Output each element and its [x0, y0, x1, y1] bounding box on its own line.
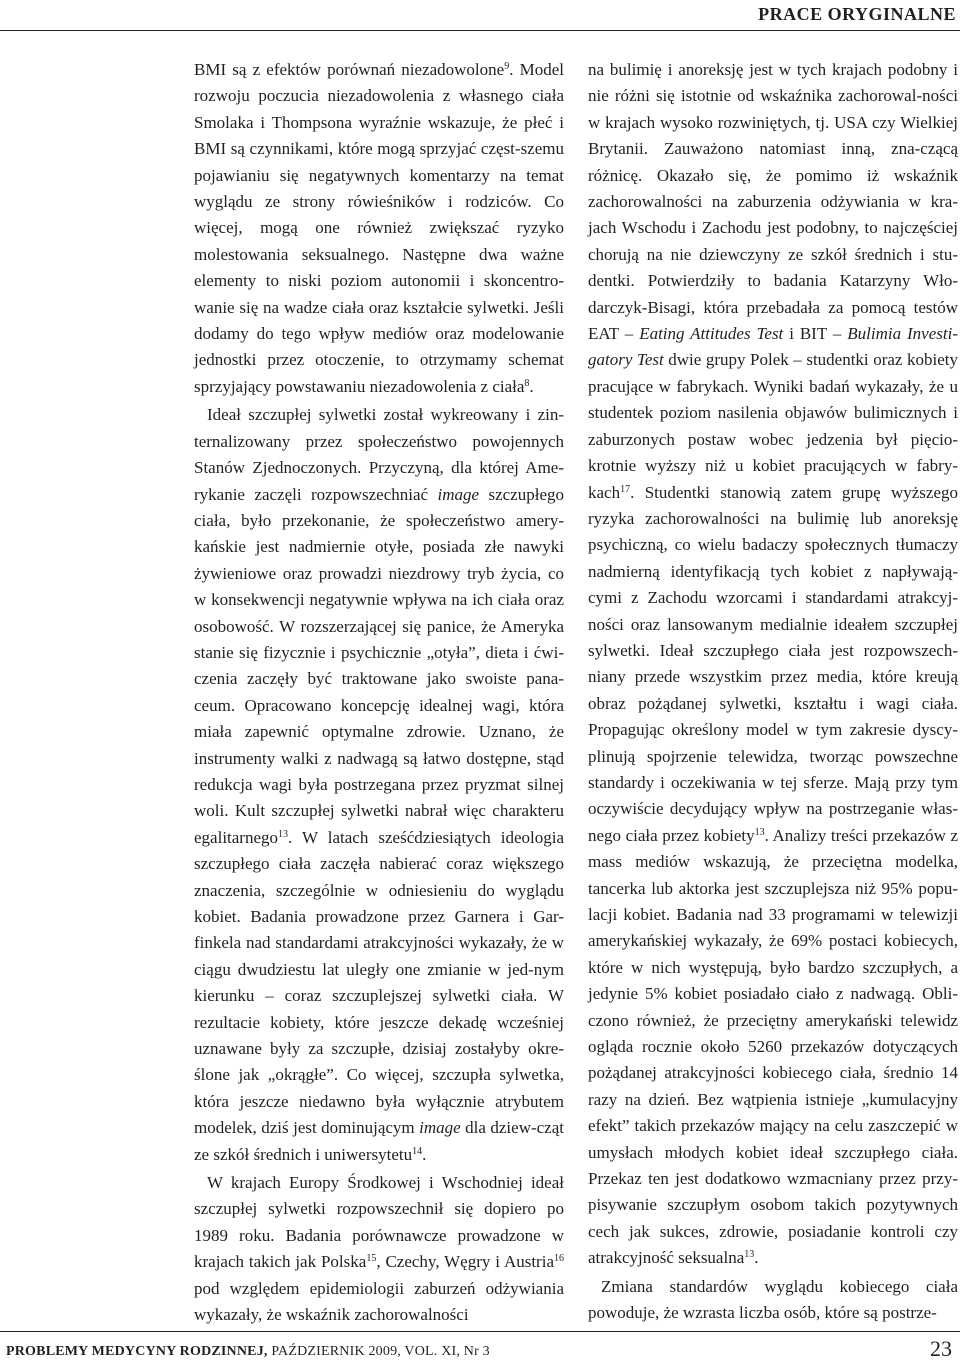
body-paragraph: Zmiana standardów wyglądu kobiecego ciała powoduje, że wzrasta liczba osób, które są postrze-	[588, 1276, 958, 1323]
footnote-ref: 16	[554, 1253, 564, 1265]
body-paragraph: na bulimię i anoreksję jest w tych krajach podobny i nie różni się istotnie od wskaźnika zachorowal-ności w krajach wysoko rozwiniętych, tj. USA czy Wielkiej Brytanii. Zauważono natomiast inną, zna-czącą różnicę. Okazało się, że pomimo iż wskaźnik zachorowalności na zaburzenia odżywiania w kra-jach Wschodu i Zachodu jest podobny, to najczęściej chorują na nie dziewczyny ze szkół średnich i stu-dentki. Potwierdziły to badania Katarzyny Wło-darczyk-Bisagi, która przebadała za pomocą testów EAT – Eating Attitudes Test i BIT – Bulimia Investi-gatory Test dwie grupy Polek – studentki oraz kobiety pracujące w fabrykach. Wyniki badań wykazały, że u studentek poziom nasilenia objawów bulimicznych i zaburzonych postaw wobec jedzenia był pięcio-krotnie wyższy niż u kobiet pracujących w fabry-kach$^{17}$. Studentki stanowią zatem grupę wyższego ryzyka zachorowalności na bulimię lub anoreksję psychiczną, co wielu badaczy społecznych tłumaczy nadmierną identyfikacją tych kobiet z napływają-cymi z Zachodu wzorcami i standardami atrakcyj-ności oraz lansowanym medialnie ideałem szczupłej sylwetki. Ideał szczupłego ciała jest rozpowszech-niany przede wszystkim przez media, które kreują obraz pożądanej sylwetki, kształtu i wagi ciała. Propagując określony model w tym zakresie dyscy-plinują spojrzenie telewidza, tworząc powszechne standardy i oczekiwania w tej sferze. Mają przy tym oczywiście decydujący wpływ na postrzeganie włas-nego ciała przez kobiety$^{13}$. Analizy treści przekazów z mass mediów wskazują, że przeciętna modelka, tancerka lub aktorka jest szczuplejsza niż 95% popu-lacji kobiet. Badania nad 33 programami w telewizji amerykańskiej wykazały, że 69% postaci kobiecych, które w nich występują, było bardzo szczupłych, a jedynie 5% kobiet posiadało ciało z nadwagą. Obli-czono również, że przeciętny amerykański telewidz ogląda rocznie około 5260 przekazów dotyczących pożądanej atrakcyjności kobiecego ciała, średnio 14 razy na dzień. Bez wątpienia istnieje „kumulacyjny efekt” takich przekazów mający na celu zaszczepić w umysłach młodych kobiet ideał szczupłego ciała. Przekaz ten jest dodatkowo wzmacniany przez przy-pisywanie szczupłym osobom takich pozytywnych cech jak sukces, zdrowie, posiadanie kontroli czy atrakcyjność seksualna$^{13}$.	[588, 60, 958, 1268]
journal-footer	[6, 1344, 490, 1360]
italic-term: image	[419, 1118, 461, 1138]
footnote-ref: 13	[744, 1249, 755, 1261]
italic-term: Bulimia Investi-gatory Test	[588, 324, 958, 370]
italic-term: image	[437, 484, 480, 504]
body-paragraph: Ideał szczupłej sylwetki został wykreowany i zin-ternalizowany przez społeczeństwo powojennych Stanów Zjednoczonych. Przyczyną, dla której Ame-rykanie zaczęli rozpowszechniać image szczupłego ciała, było przekonanie, że społeczeństwo amery-kańskie jest nadmiernie otyłe, posiada złe nawyki żywieniowe oraz prowadzi niezdrowy tryb życia, co w konsekwencji negatywnie wpływa na ich ciała oraz osobowość. W rozszerzającej się panice, że Ameryka stanie się fizycznie i psychicznie „otyła”, dieta i ćwi-czenia zaczęły być traktowane jako swoiste pana-ceum. Opracowano koncepcję idealnej wagi, która miała zapewnić optymalne zdrowie. Uznano, że instrumenty walki z nadwagą są łatwo dostępne, stąd redukcja wagi była postrzegana przez pryzmat silnej woli. Kult szczupłej sylwetki nabrał więc charakteru egalitarnego$^{13}$. W latach sześćdziesiątych ideologia szczupłego ciała zaczęła nabierać coraz większego znaczenia, szczególnie w odniesieniu do wyglądu kobiet. Badania prowadzone przez Garnera i Gar-finkela nad standardami atrakcyjności wykazały, że w ciągu dwudziestu lat uległy one zmianie w jed-nym kierunku – coraz szczuplejszej sylwetki ciała. W rezultacie kobiety, które jeszcze dekadę wcześniej uznawane były za szczupłe, dzisiaj zostałyby okre-ślone jak „okrągłe”. Co więcej, szczupła sylwetka, która jeszcze niedawno była wyłącznie atrybutem modelek, dziś jest dominującym image dla dziew-cząt ze szkół średnich i uniwersytetu$^{14}$.	[194, 405, 564, 1164]
body-paragraph: W krajach Europy Środkowej i Wschodniej ideał szczupłej sylwetki rozpowszechnił się dopiero po 1989 roku. Badania porównawcze prowadzone w krajach takich jak Polska$^{15}$, Czechy, Węgry i Austria$^{16}$ pod względem epidemiologii zaburzeń odżywiania wykazały, że wskaźnik zachorowalności	[194, 1173, 564, 1325]
footnote-ref: 13	[278, 828, 289, 840]
footnote-ref: 13	[754, 826, 765, 838]
body-paragraph: BMI są z efektów porównań niezadowolone$^9$. Model rozwoju poczucia niezadowolenia z własnego ciała Smolaka i Thompsona wyraźnie wskazuje, że płeć i BMI są czynnikami, które mogą sprzyjać częst-szemu pojawianiu się negatywnych komentarzy na temat wyglądu ze strony rówieśników i rodziców. Co więcej, mogą one również zwiększać ryzyko molestowania seksualnego. Następne dwa ważne elementy to niski poziom autonomii i skoncentro-wanie się na wadze ciała oraz kształcie sylwetki. Jeśli dodamy do tego wpływ mediów oraz modelowanie jednostki przez otoczenie, to otrzymamy schemat sprzyjający powstawaniu niezadowolenia z ciała$^8$.	[194, 60, 565, 396]
journal-issue: PAŹDZIERNIK 2009, VOL. XI, Nr 3	[267, 1344, 490, 1359]
footnote-ref: 8	[524, 377, 530, 389]
italic-term: Eating Attitudes Test	[639, 324, 784, 344]
footnote-ref: 14	[412, 1145, 423, 1157]
right-column	[588, 57, 958, 1327]
page-number: 23	[930, 1336, 952, 1361]
footnote-ref: 9	[504, 61, 510, 72]
journal-name: PROBLEMY MEDYCYNY RODZINNEJ,	[6, 1344, 268, 1359]
header-rule	[0, 30, 960, 31]
left-column	[194, 57, 564, 1329]
footnote-ref: 17	[620, 483, 631, 495]
footer-rule	[0, 1331, 960, 1332]
section-label: PRACE ORYGINALNE	[758, 4, 956, 24]
footnote-ref: 15	[366, 1253, 377, 1265]
